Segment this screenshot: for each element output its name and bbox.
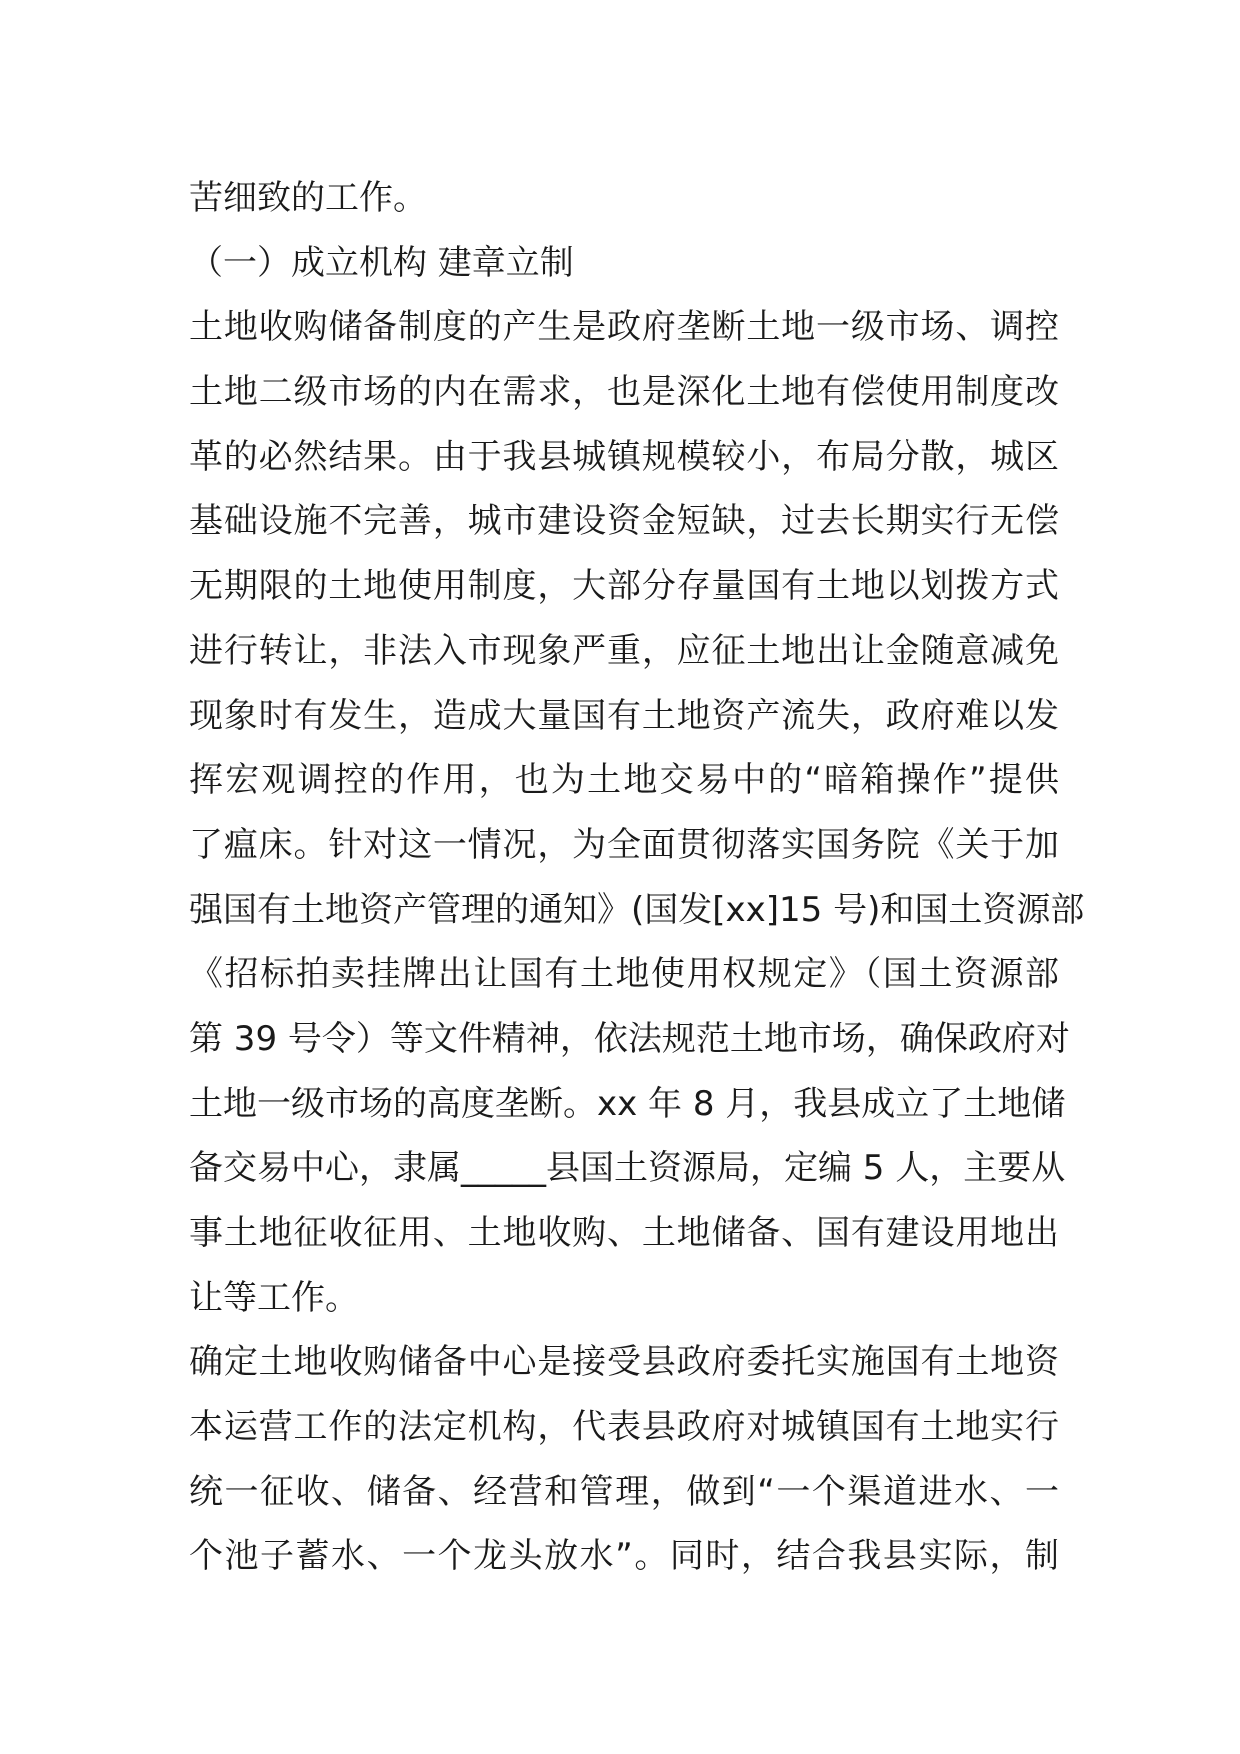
- text-line: 无期限的土地使用制度，大部分存量国有土地以划拨方式: [189, 566, 1059, 607]
- text-line: 苦细致的工作。: [189, 178, 427, 218]
- text-line: 基础设施不完善，城市建设资金短缺，过去长期实行无偿: [189, 501, 1059, 542]
- text-line: 了瘟床。针对这一情况，为全面贯彻落实国务院《关于加: [189, 824, 1059, 865]
- text-line: 土地一级市场的高度垄断。xx 年 8 月，我县成立了土地储: [189, 1083, 1066, 1124]
- text-line: 进行转让，非法入市现象严重，应征土地出让金随意减免: [189, 630, 1059, 671]
- text-line: 土地收购储备制度的产生是政府垄断土地一级市场、调控: [189, 307, 1059, 348]
- text-line: 本运营工作的法定机构，代表县政府对城镇国有土地实行: [189, 1407, 1059, 1448]
- text-line: 《招标拍卖挂牌出让国有土地使用权规定》（国土资源部: [189, 954, 1059, 995]
- text-line: 统一征收、储备、经营和管理，做到“一个渠道进水、一: [189, 1471, 1059, 1512]
- text-line: 确定土地收购储备中心是接受县政府委托实施国有土地资: [189, 1342, 1059, 1383]
- text-line: 让等工作。: [189, 1277, 359, 1318]
- text-line: 挥宏观调控的作用，也为土地交易中的“暗箱操作”提供: [189, 760, 1059, 801]
- text-line: 强国有土地资产管理的通知》(国发[xx]15 号)和国土资源部: [189, 889, 1085, 930]
- text-line: 第 39 号令）等文件精神，依法规范土地市场，确保政府对: [189, 1018, 1070, 1059]
- text-line: 备交易中心，隶属_____县国土资源局，定编 5 人，主要从: [189, 1148, 1066, 1189]
- text-line: 土地二级市场的内在需求，也是深化土地有偿使用制度改: [189, 372, 1059, 413]
- text-line: 革的必然结果。由于我县城镇规模较小，布局分散，城区: [189, 436, 1059, 477]
- section-heading: （一）成立机构 建章立制: [189, 242, 574, 283]
- body-text: [189, 166, 1085, 1589]
- text-line: 现象时有发生，造成大量国有土地资产流失，政府难以发: [189, 695, 1059, 736]
- text-line: 个池子蓄水、一个龙头放水”。同时，结合我县实际，制: [189, 1536, 1059, 1577]
- text-line: 事土地征收征用、土地收购、土地储备、国有建设用地出: [189, 1213, 1059, 1253]
